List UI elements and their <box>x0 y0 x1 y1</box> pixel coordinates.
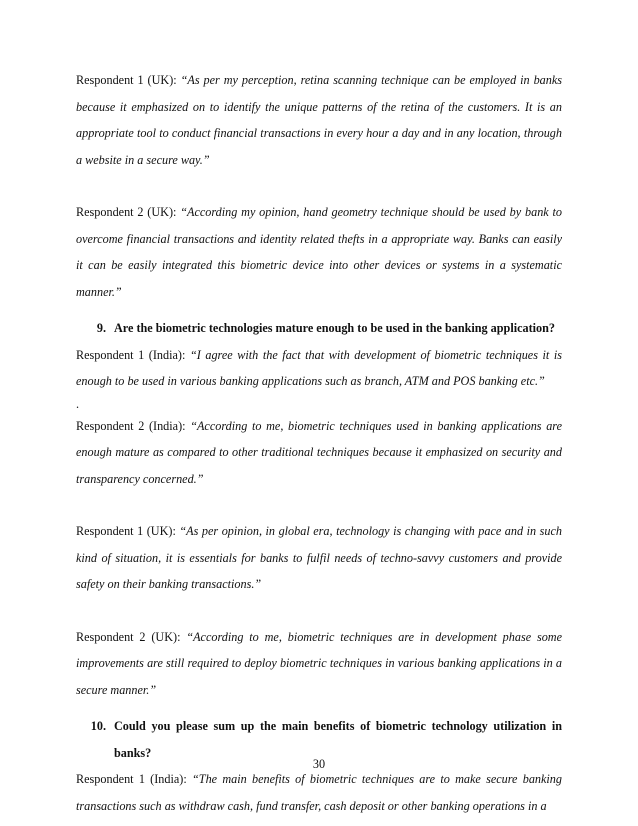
respondent-label: Respondent 1 (India): <box>76 772 187 786</box>
response-quote: “According my opinion, hand geometry technique should be used by bank to overcome financial transactions and identity related thefts in a appropriate way. Banks can easily it can be easily integrated this biometric device into other devices or systems in a systematic manner.” <box>76 205 563 299</box>
paragraph-gap <box>76 305 562 315</box>
question-text: Are the biometric technologies mature enough to be used in the banking application? <box>114 321 556 335</box>
stray-dot: . <box>76 396 80 411</box>
response-quote: “As per opinion, in global era, technology is changing with pace and in such kind of situation, it is essentials for banks to fulfil needs of techno-savvy customers and provide safety on their banking transactions.” <box>76 524 563 591</box>
question-heading <box>76 315 562 342</box>
question-number: 10. <box>90 719 106 733</box>
respondent-label: Respondent 1 (India): <box>76 347 186 362</box>
paragraph-gap <box>76 492 562 518</box>
respondent-label: Respondent 2 (UK): <box>76 205 177 219</box>
question-text: Could you please sum up the main benefits of biometric technology utilization in banks? <box>114 719 562 760</box>
response-paragraph <box>76 766 562 819</box>
respondent-label: Respondent 2 (India): <box>76 418 186 433</box>
response-quote: “As per my perception, retina scanning technique can be employed in banks because it emphasized on to identify the unique patterns of the retina of the customers. It is an appropriate tool to conduct financial transactions in every hour a day and in any location, through a website in a secure way.” <box>76 73 563 167</box>
respondent-label: Respondent 1 (UK): <box>76 73 177 87</box>
page-number: 30 <box>312 757 326 771</box>
paragraph-gap <box>76 598 562 624</box>
response-quote: “The main benefits of biometric techniques are to make secure banking transactions such as withdraw cash, fund transfer, cash deposit or other banking operations in a <box>76 772 562 813</box>
response-paragraph <box>76 413 562 493</box>
response-paragraph <box>76 199 562 305</box>
respondent-label: Respondent 2 (UK): <box>76 629 181 644</box>
response-paragraph <box>76 342 562 395</box>
paragraph-gap <box>76 703 562 713</box>
response-quote: “According to me, biometric techniques used in banking applications are enough mature as compared to other traditional techniques because it emphasized on security and transparency concerned.” <box>76 418 563 486</box>
response-paragraph <box>76 518 562 598</box>
paragraph-gap <box>76 173 562 199</box>
response-paragraph <box>76 67 562 173</box>
page-content <box>76 67 562 819</box>
response-paragraph <box>76 624 562 704</box>
question-number: 9. <box>96 321 106 335</box>
respondent-label: Respondent 1 (UK): <box>76 524 176 538</box>
response-quote: “According to me, biometric techniques are in development phase some improvements are still required to deploy biometric techniques in various banking applications in a secure manner.” <box>76 629 563 697</box>
response-quote: “I agree with the fact that with development of biometric techniques it is enough to be used in various banking applications such as branch, ATM and POS banking etc.” <box>76 347 563 388</box>
